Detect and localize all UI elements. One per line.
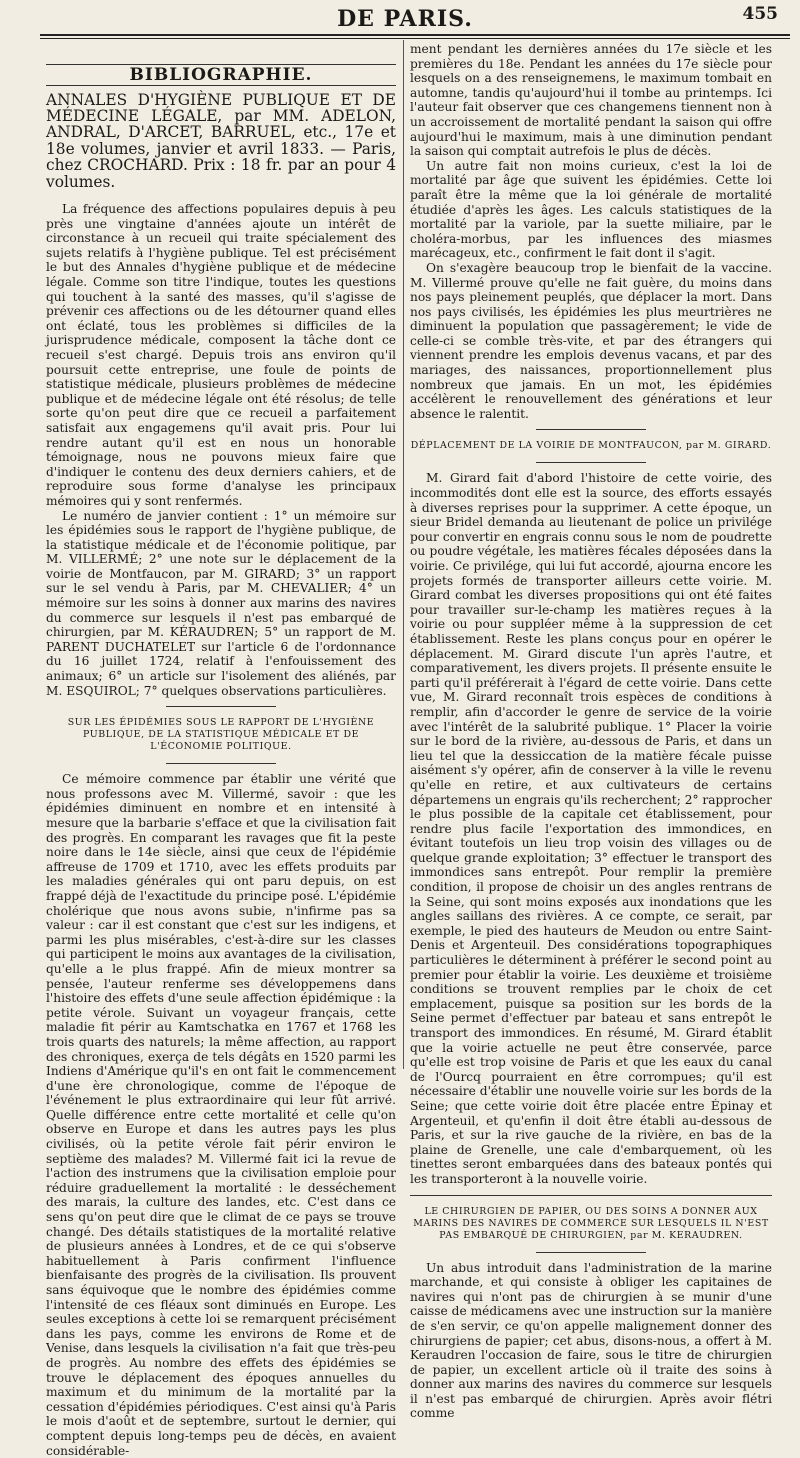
- chirurgien-paragraph: Un abus introduit dans l'administration de la marine marchande, et qui consiste à obliger les capitaines de navires qui n'ont pas de chirurgien à se munir d'une caisse de médicamens avec une instruction sur la manière de s'en servir, ce qu'on appelle malignement donner des chirurgiens de papier; cet abus, disons-nous, a offert à M. Keraudren l'occasion de faire, sous le titre de chirurgien de papier, un excellent article où il traite des soins à donner aux marins des navires du commerce sur lesquels il n'est pas embarqué de chirurgien. Après avoir flétri comme: [410, 1260, 772, 1421]
- divider: [536, 462, 646, 463]
- left-column: [46, 42, 396, 1458]
- divider: [166, 706, 276, 707]
- article-heading-chirurgien: LE CHIRURGIEN DE PAPIER, OU DES SOINS A DONNER AUX MARINS DES NAVIRES DE COMMERCE SUR LESQUELS IL N'EST PAS EMBARQUÉ DE CHIRURGIEN, par M. KERAUDREN.: [413, 1205, 769, 1241]
- running-title: DE PARIS.: [337, 6, 473, 32]
- page-header: [28, 4, 782, 34]
- page-number: 455: [742, 4, 778, 24]
- right-column: [410, 42, 772, 1421]
- divider: [536, 429, 646, 430]
- epidemies-paragraph: Ce mémoire commence par établir une vérité que nous professons avec M. Villermé, savoir : que les épidémies diminuent en nombre et en intensité à mesure que la barbarie s'efface et que la civilisation fait des progrès. En comparant les ravages que fit la peste noire dans le 14e siècle, ainsi que ceux de l'épidémie affreuse de 1709 et 1710, avec les effets produits par les maladies générales qui ont paru depuis, on est frappé déjà de l'exactitude du principe posé. L'épidémie cholérique que nous avons subie, n'infirme pas sa valeur : car il est constant que c'est sur les indigens, et parmi les plus misérables, c'est-à-dire sur les classes qui participent le moins aux avantages de la civilisation, qu'elle a le plus frappé. Afin de mieux montrer sa pensée, l'auteur renferme ses développemens dans l'histoire des effets d'une seule affection épidémique : la petite vérole. Suivant un voyageur français, cette maladie fit périr au Kamtschatka en 1767 et 1768 les trois quarts des naturels; la même affection, au rapport des chroniques, exerça de tels dégâts en 1520 parmi les Indiens d'Amérique qu'il's en ont fait le commencement d'une ère chronologique, comme de l'époque de l'événement le plus extraordinaire qui leur fût arrivé. Quelle différence entre cette mortalité et celle qu'on observe en Europe et dans les autres pays les plus civilisés, où la petite vérole fait périr environ le septième des malades? M. Villermé fait ici la revue de l'action des instrumens que la civilisation emploie pour réduire graduellement la mortalité : le desséchement des marais, la culture des landes, etc. C'est dans ce sens qu'on peut dire que le climat de ce pays se trouve changé. Des détails statistiques de la mortalité relative de plusieurs années à Londres, et de ce qui s'observe habituellement à Paris confirment l'influence bienfaisante des progrès de la civilisation. Ils prouvent sans équivoque que le nombre des épidémies comme l'intensité de ces fléaux sont diminués en Europe. Les seules exceptions à cette loi se remarquent précisément dans les pays, comme les environs de Rome et de Venise, dans lesquels la civilisation n'a fait que très-peu de progrès. Au nombre des effets des épidémies se trouve le déplacement des époques annuelles du maximum et du minimum de la mortalité par la cessation d'épidémies périodiques. C'est ainsi qu'à Paris le mois d'août et de septembre, surtout le dernier, qui comptent depuis long-temps peu de décès, en avaient considérable-: [46, 772, 396, 1458]
- divider: [536, 1252, 646, 1253]
- mortality-paragraph: Un autre fait non moins curieux, c'est la loi de mortalité par âge que suivent les épidémies. Cette loi paraît être la même que la loi générale de mortalité étudiée d'après les âges. Les calculs statistiques de la mortalité par la variole, par la suette miliaire, par le choléra-morbus, par les influences des miasmes marécageux, etc., confirment le fait dont il s'agit.: [410, 158, 772, 261]
- header-rule-thin: [40, 38, 790, 39]
- header-rule: [40, 34, 790, 36]
- intro-paragraph: La fréquence des affections populaires depuis à peu près une vingtaine d'années ajoute un intérêt de circonstance à un recueil qui traite spécialement des sujets relatifs à l'hygiène publique. Tel est précisément le but des Annales d'hygiène publique et de médecine légale. Comme son titre l'indique, toutes les questions qui touchent à la santé des masses, qu'il s'agisse de prévenir ces affections ou de les détourner quand elles ont éclaté, tous les problèmes si difficiles de la jurisprudence médicale, composent la tâche dont ce recueil s'est chargé. Depuis trois ans environ qu'il poursuit cette entreprise, une foule de points de statistique médicale, plusieurs problèmes de médecine publique et de médecine légale ont été résolus; de telle sorte qu'on peut dire que ce recueil a parfaitement satisfait aux engagemens qu'il avait pris. Pour lui rendre autant qu'il est en nous un honorable témoignage, nous ne pouvons mieux faire que d'indiquer le contenu des deux derniers cahiers, et de reproduire sous forme d'analyse les principaux mémoires qui y sont renfermés.: [46, 202, 396, 508]
- book-reference: ANNALES D'HYGIÈNE PUBLIQUE ET DE MÉDECINE LÉGALE, par MM. ADELON, ANDRAL, D'ARCET, BARRUEL, etc., 17e et 18e volumes, janvier et avril 1833. — Paris, chez CROCHARD. Prix : 18 fr. par an pour 4 volumes.: [46, 90, 396, 191]
- divider: [410, 1195, 772, 1196]
- contents-paragraph: Le numéro de janvier contient : 1° un mémoire sur les épidémies sous le rapport de l'hygiène publique, de la statistique médicale et de l'économie politique, par M. VILLERMÉ; 2° une note sur le déplacement de la voirie de Montfaucon, par M. GIRARD; 3° un rapport sur le sel vendu à Paris, par M. CHEVALIER; 4° un mémoire sur les soins à donner aux marins des navires du commerce sur lesquels il n'est pas embarqué de chirurgien, par M. KÉRAUDREN; 5° un rapport de M. PARENT DUCHATELET sur l'article 6 de l'ordonnance du 16 juillet 1724, relatif à l'enfouissement des animaux; 6° un article sur l'isolement des aliénés, par M. ESQUIROL; 7° quelques observations particulières.: [46, 508, 396, 698]
- continuation-paragraph: ment pendant les dernières années du 17e siècle et les premières du 18e. Pendant les années du 17e siècle pour lesquels on a des renseignemens, le maximum tombait en automne, tandis qu'aujourd'hui il tombe au printemps. Ici l'auteur fait observer que ces changemens tiennent non à un accroissement de mortalité pendant la saison qui offre aujourd'hui le maximum, mais à une diminution pendant la saison qui comptait autrefois le plus de décès.: [410, 42, 772, 159]
- article-heading-epidemies: SUR LES ÉPIDÉMIES SOUS LE RAPPORT DE L'HYGIÈNE PUBLIQUE, DE LA STATISTIQUE MÉDICALE ET DE L'ÉCONOMIE POLITIQUE.: [67, 717, 375, 753]
- article-heading-montfaucon: DÉPLACEMENT DE LA VOIRIE DE MONTFAUCON, par M. GIRARD.: [410, 440, 772, 452]
- column-separator: [403, 40, 404, 1069]
- vaccine-paragraph: On s'exagère beaucoup trop le bienfait de la vaccine. M. Villermé prouve qu'elle ne fait guère, du moins dans nos pays pleinement peuplés, que déplacer la mort. Dans nos pays civilisés, les épidémies les plus meurtrières ne diminuent la population que passagèrement; le vide de celle-ci se comble très-vite, et par des étrangers qui viennent prendre les emplois devenus vacans, et par des mariages, des naissances, proportionnellement plus nombreux que jamais. En un mot, les épidémies accélèrent le renouvellement des générations et leur absence le ralentit.: [410, 260, 772, 421]
- section-title: BIBLIOGRAPHIE.: [46, 64, 396, 86]
- divider: [166, 763, 276, 764]
- montfaucon-paragraph: M. Girard fait d'abord l'histoire de cette voirie, des incommodités dont elle est la source, des efforts essayés à diverses reprises pour la supprimer. A cette époque, un sieur Bridel demanda au lieutenant de police un privilége pour convertir en engrais connu sous le nom de poudrette ou poudre végétale, les matières fécales déposées dans la voirie. Ce privilége, qui lui fut accordé, ajourna encore les projets formés de transporter ailleurs cette voirie. M. Girard combat les diverses propositions qui ont été faites pour travailler sur-le-champ les matières reçues à la voirie ou pour suppléer même à la suppression de cet établissement. Reste les plans conçus pour en opérer le déplacement. M. Girard discute l'un après l'autre, et comparativement, les divers projets. Il présente ensuite le parti qu'il préférerait à l'égard de cette voirie. Dans cette vue, M. Girard reconnaît trois espèces de conditions à remplir, afin d'accorder le genre de service de la voirie avec l'intérêt de la salubrité publique. 1° Placer la voirie sur le bord de la rivière, au-dessous de Paris, et dans un lieu tel que la dessiccation de la matière fécale puisse aisément s'y opérer, afin de conserver à la ville le revenu qu'elle en retire, et aux cultivateurs de certains départemens un engrais qu'ils recherchent; 2° rapprocher le plus possible de la capitale cet établissement, pour rendre plus facile l'exportation des immondices, en évitant toutefois un lieu trop voisin des villages ou de quelque grande exploitation; 3° effectuer le transport des immondices sans entrepôt. Pour remplir la première condition, il propose de choisir un des angles rentrans de la Seine, qui sont moins exposés aux inondations que les angles saillans des rivières. A ce compte, ce serait, par exemple, le pied des hauteurs de Meudon ou entre Saint-Denis et Argenteuil. Des considérations topographiques particulières le déterminent à préférer le second point au premier pour établir la voirie. Les deuxième et troisième conditions se trouvent remplies par le choix de cet emplacement, puisque sa position sur les bords de la Seine permet d'effectuer par bateau et sans entrepôt le transport des immondices. En résumé, M. Girard établit que la voirie actuelle ne peut être conservée, parce qu'elle est trop voisine de Paris et que les eaux du canal de l'Ourcq pourraient en être corrompues; qu'il est nécessaire d'établir une nouvelle voirie sur les bords de la Seine; que cette voirie doit être placée entre Épinay et Argenteuil, et qu'enfin il doit être établi au-dessous de Paris, et sur la rive gauche de la rivière, en bas de la plaine de Grenelle, une cale d'embarquement, où les tinettes seront embarquées dans des bateaux pontés qui les transporteront à la nouvelle voirie.: [410, 471, 772, 1186]
